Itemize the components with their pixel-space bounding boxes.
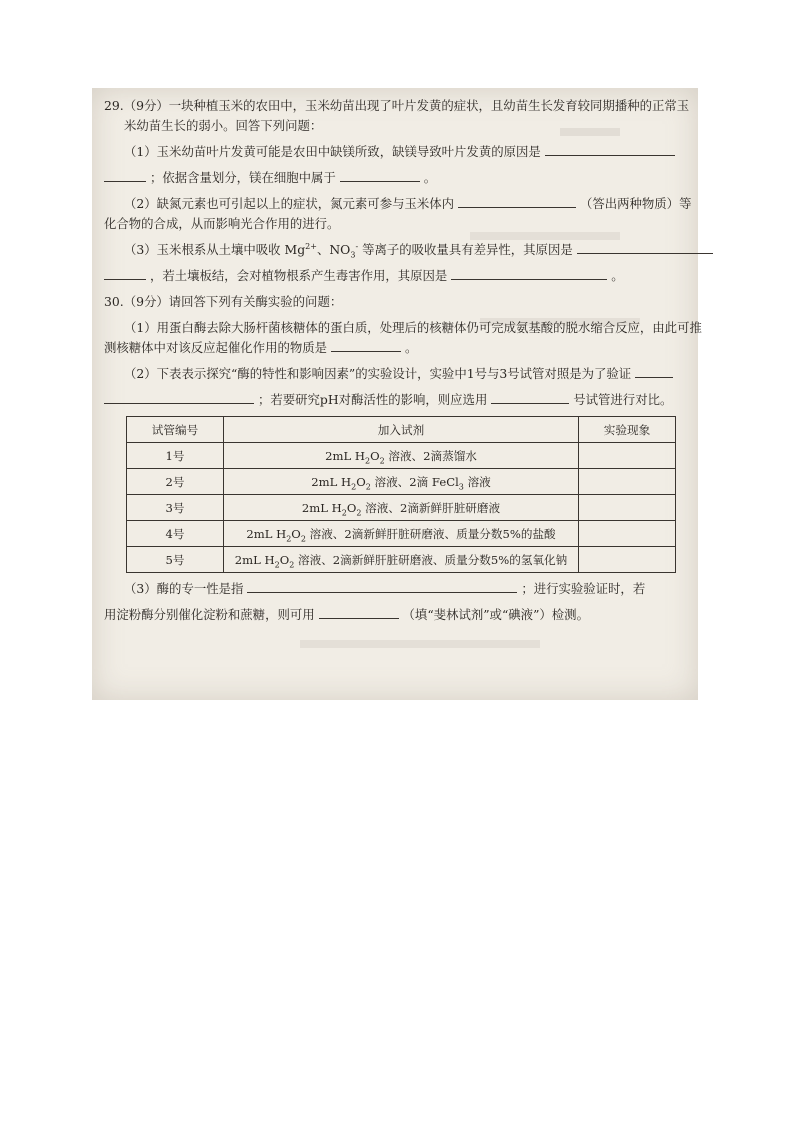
q30-part1-cont: [104, 338, 684, 358]
reagent-text: 溶液、2滴 FeCl: [374, 474, 459, 489]
separator: 、: [316, 242, 330, 257]
reagent-text: O: [370, 448, 380, 463]
reagent-text: 溶液、2滴新鲜肝脏研磨液、质量分数5%的氢氧化钠: [298, 552, 568, 567]
ion-no3: NO: [329, 242, 351, 257]
ion-mg: Mg: [284, 242, 306, 257]
reagent-sub: 3: [458, 481, 464, 491]
ion-no3-charge: -: [355, 241, 359, 251]
table-row: [127, 495, 676, 521]
reagent-text: 溶液、2滴蒸馏水: [388, 448, 477, 463]
tube-id: 5号: [127, 547, 224, 573]
answer-blank[interactable]: [331, 338, 401, 352]
q29-part1-text2: ；依据含量划分，镁在细胞中属于: [149, 170, 336, 185]
reagent-text: 2mL H: [311, 474, 352, 489]
q30-part3-text: （3）酶的专一性是指: [124, 581, 244, 596]
q30-part3-text3: 用淀粉酶分别催化淀粉和蔗糖，则可用: [104, 607, 315, 622]
q30-part1: （1）用蛋白酶去除大肠杆菌核糖体的蛋白质，处理后的核糖体仍可完成氨基酸的脱水缩合反应，由此可推: [124, 320, 702, 335]
experiment-table: [126, 416, 676, 573]
q30-part2-cont: [104, 390, 684, 410]
answer-blank[interactable]: [104, 266, 146, 280]
reagent-text: 2mL H: [301, 500, 342, 515]
table-row: [127, 547, 676, 573]
header-reagents: 加入试剂: [224, 417, 579, 443]
reagent-sub: 2: [286, 533, 292, 543]
bleed-through-mark: [300, 640, 540, 648]
answer-blank[interactable]: [545, 142, 675, 156]
reagent-cell: [224, 443, 579, 469]
q29-part1-end: 。: [423, 170, 437, 185]
q30-part2-text: （2）下表表示探究“酶的特性和影响因素”的实验设计，实验中1号与3号试管对照是为了验证: [124, 366, 632, 381]
header-phenomenon: 实验现象: [579, 417, 676, 443]
q29-part3-cont: [104, 266, 684, 286]
tube-id: 2号: [127, 469, 224, 495]
q30-part1-end: 。: [404, 340, 418, 355]
reagent-sub: 2: [365, 481, 371, 491]
q29-part1-cont: [104, 168, 684, 188]
q29-part3-text: （3）玉米根系从土壤中吸收: [124, 242, 281, 257]
answer-blank[interactable]: [577, 240, 713, 254]
reagent-sub: 2: [289, 559, 295, 569]
result-cell[interactable]: [579, 469, 676, 495]
reagent-text: 溶液、2滴新鲜肝脏研磨液: [365, 500, 501, 515]
q29-part1-text: （1）玉米幼苗叶片发黄可能是农田中缺镁所致，缺镁导致叶片发黄的原因是: [124, 144, 541, 159]
answer-blank[interactable]: [104, 390, 254, 404]
reagent-text: 2mL H: [246, 526, 287, 541]
result-cell[interactable]: [579, 547, 676, 573]
reagent-sub: 2: [351, 481, 357, 491]
q29-part1: [104, 142, 684, 162]
answer-blank[interactable]: [491, 390, 569, 404]
reagent-sub: 2: [300, 533, 306, 543]
reagent-sub: 2: [356, 507, 362, 517]
table-header-row: [127, 417, 676, 443]
q29-part2-text: （2）缺氮元素也可引起以上的症状，氮元素可参与玉米体内: [124, 196, 455, 211]
tube-id: 1号: [127, 443, 224, 469]
q29-part3-end: 。: [611, 268, 624, 283]
table-row: [127, 443, 676, 469]
reagent-cell: [224, 521, 579, 547]
reagent-text: 溶液: [467, 474, 491, 489]
reagent-sub: 2: [379, 455, 385, 465]
reagent-text: O: [291, 526, 301, 541]
answer-blank[interactable]: [104, 168, 146, 182]
question-30: [104, 292, 702, 625]
q29-part2: [104, 194, 692, 214]
q30-part2: [104, 364, 684, 384]
reagent-sub: 2: [274, 559, 280, 569]
answer-blank[interactable]: [247, 579, 517, 593]
q30-part2-text3: 号试管进行对比。: [573, 392, 673, 407]
reagent-text: 2mL H: [234, 552, 275, 567]
header-tube-number: 试管编号: [127, 417, 224, 443]
reagent-text: O: [346, 500, 357, 515]
reagent-sub: 2: [341, 507, 347, 517]
q29-part3: [104, 240, 684, 260]
result-cell[interactable]: [579, 521, 676, 547]
q29-heading: 29.（9分）一块种植玉米的农田中，玉米幼苗出现了叶片发黄的症状，且幼苗生长发育较同期播种的正常玉: [104, 98, 690, 113]
reagent-sub: 2: [364, 455, 371, 465]
tube-id: 4号: [127, 521, 224, 547]
table-row: [127, 469, 676, 495]
answer-blank[interactable]: [451, 266, 607, 280]
answer-blank[interactable]: [635, 364, 673, 378]
reagent-text: 2mL H: [325, 448, 365, 463]
reagent-cell: [224, 469, 579, 495]
exam-content: [104, 96, 702, 625]
q29-part3-text2: 等离子的吸收量具有差异性，其原因是: [362, 242, 573, 257]
reagent-text: O: [279, 552, 290, 567]
reagent-text: O: [356, 474, 366, 489]
q30-part2-text2: ；若要研究pH对酶活性的影响，则应选用: [257, 392, 488, 407]
q30-part3: [104, 579, 684, 599]
q30-part3-text2: ；进行实验验证时，若: [521, 581, 646, 596]
reagent-cell: [224, 547, 579, 573]
reagent-cell: [224, 495, 579, 521]
reagent-text: 溶液、2滴新鲜肝脏研磨液、质量分数5%的盐酸: [309, 526, 556, 541]
ion-mg-charge: 2+: [305, 241, 317, 251]
answer-blank[interactable]: [340, 168, 420, 182]
q30-part3-cont: [104, 605, 684, 625]
q29-part2-cont: 化合物的合成，从而影响光合作用的进行。: [104, 216, 340, 231]
answer-blank[interactable]: [319, 605, 399, 619]
table-row: [127, 521, 676, 547]
q29-heading-cont: 米幼苗生长的弱小。回答下列问题：: [124, 118, 323, 133]
tube-id: 3号: [127, 495, 224, 521]
answer-blank[interactable]: [458, 194, 576, 208]
ion-no3-sub: 3: [350, 250, 356, 260]
result-cell[interactable]: [579, 495, 676, 521]
question-29: [104, 96, 692, 286]
q30-part1-text: 测核糖体中对该反应起催化作用的物质是: [104, 340, 328, 355]
q29-part2-text2: （答出两种物质）等: [579, 196, 692, 211]
result-cell[interactable]: [579, 443, 676, 469]
q30-heading: 30.（9分）请回答下列有关酶实验的问题：: [104, 294, 343, 309]
q29-part3-text3: ，若土壤板结，会对植物根系产生毒害作用，其原因是: [149, 268, 448, 283]
q30-part3-text4: （填“斐林试剂”或“碘液”）检测。: [402, 607, 589, 622]
